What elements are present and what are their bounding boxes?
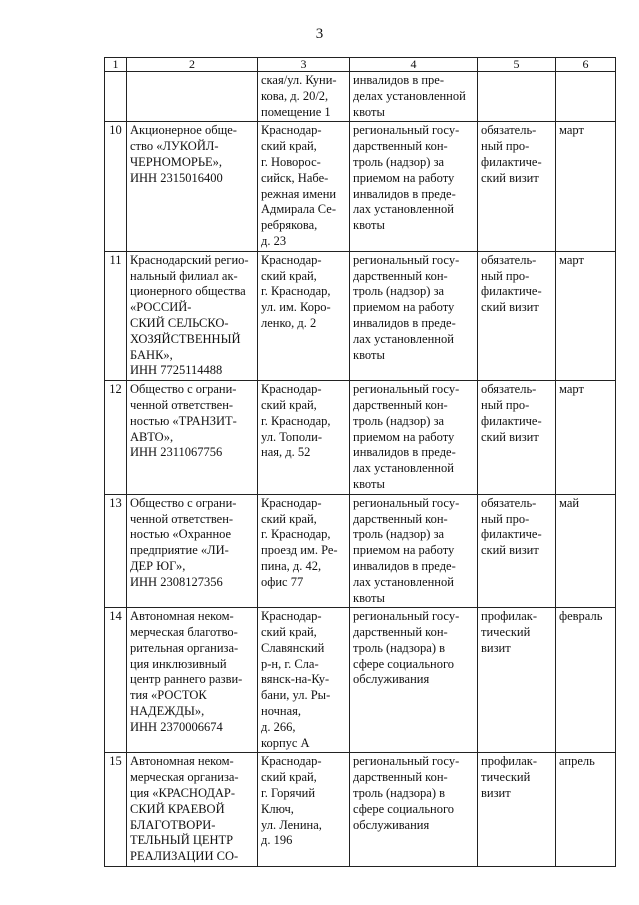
- organization-address: Краснодар- ский край, г. Краснодар, проезд им. Ре- пина, д. 42, офис 77: [258, 494, 350, 608]
- control-type: региональный госу- дарственный кон- троль (надзор) за приемом на работу инвалидов в преде- лах установленной квоты: [350, 122, 478, 251]
- organization-name: Автономная неком- мерческая организа- ция «КРАСНОДАР- СКИЙ КРАЕВОЙ БЛАГОТВОРИ- ТЕЛЬНЫЙ ЦЕНТР РЕАЛИЗАЦИИ СО-: [127, 753, 258, 867]
- page-number: 3: [315, 26, 324, 42]
- table-row: [105, 608, 616, 753]
- table-row: [105, 122, 616, 251]
- column-number: 4: [350, 58, 478, 72]
- control-type: региональный госу- дарственный кон- троль (надзора) в сфере социального обслуживания: [350, 608, 478, 753]
- table-row: [105, 251, 616, 380]
- row-number: 14: [105, 608, 127, 753]
- measure-type: [478, 72, 556, 122]
- measure-type: профилак- тический визит: [478, 608, 556, 753]
- organization-name: Общество с ограни- ченной ответствен- ностью «ТРАНЗИТ- АВТО», ИНН 2311067756: [127, 381, 258, 495]
- row-number: 11: [105, 251, 127, 380]
- column-number: 6: [556, 58, 616, 72]
- measure-type: обязатель- ный про- филактиче- ский визит: [478, 251, 556, 380]
- organization-address: Краснодар- ский край, г. Краснодар, ул. Тополи- ная, д. 52: [258, 381, 350, 495]
- planned-month: март: [556, 381, 616, 495]
- organization-address: Краснодар- ский край, г. Горячий Ключ, ул. Ленина, д. 196: [258, 753, 350, 867]
- control-type: региональный госу- дарственный кон- троль (надзор) за приемом на работу инвалидов в преде- лах установленной квоты: [350, 494, 478, 608]
- organization-address: Краснодар- ский край, г. Краснодар, ул. им. Коро- ленко, д. 2: [258, 251, 350, 380]
- table-row: [105, 72, 616, 122]
- control-type: инвалидов в пре- делах установленной квоты: [350, 72, 478, 122]
- control-type: региональный госу- дарственный кон- троль (надзор) за приемом на работу инвалидов в преде- лах установленной квоты: [350, 381, 478, 495]
- table-row: [105, 381, 616, 495]
- planned-month: март: [556, 122, 616, 251]
- column-number-row: [105, 58, 616, 72]
- table-row: [105, 753, 616, 867]
- row-number: 13: [105, 494, 127, 608]
- control-type: региональный госу- дарственный кон- троль (надзор) за приемом на работу инвалидов в преде- лах установленной квоты: [350, 251, 478, 380]
- table-row: [105, 494, 616, 608]
- organization-address: Краснодар- ский край, г. Новорос- сийск, Набе- режная имени Адмирала Се- ребрякова, д. 23: [258, 122, 350, 251]
- row-number: 15: [105, 753, 127, 867]
- row-number: [105, 72, 127, 122]
- column-number: 3: [258, 58, 350, 72]
- column-number: 1: [105, 58, 127, 72]
- organization-name: Акционерное обще- ство «ЛУКОЙЛ- ЧЕРНОМОРЬЕ», ИНН 2315016400: [127, 122, 258, 251]
- row-number: 10: [105, 122, 127, 251]
- planned-month: апрель: [556, 753, 616, 867]
- organization-name: Общество с ограни- ченной ответствен- ностью «Охранное предприятие «ЛИ- ДЕР ЮГ», ИНН 2308127356: [127, 494, 258, 608]
- measure-type: обязатель- ный про- филактиче- ский визит: [478, 494, 556, 608]
- organization-name: [127, 72, 258, 122]
- inspection-plan-table: [104, 57, 616, 867]
- planned-month: март: [556, 251, 616, 380]
- organization-name: Автономная неком- мерческая благотво- рительная организа- ция инклюзивный центр раннего разви- тия «РОСТОК НАДЕЖДЫ», ИНН 2370006674: [127, 608, 258, 753]
- measure-type: обязатель- ный про- филактиче- ский визит: [478, 122, 556, 251]
- row-number: 12: [105, 381, 127, 495]
- planned-month: май: [556, 494, 616, 608]
- organization-address: Краснодар- ский край, Славянский р-н, г. Сла- вянск-на-Ку- бани, ул. Ры- ночная, д. 266, корпус А: [258, 608, 350, 753]
- measure-type: обязатель- ный про- филактиче- ский визит: [478, 381, 556, 495]
- planned-month: февраль: [556, 608, 616, 753]
- organization-name: Краснодарский регио- нальный филиал ак- ционерного общества «РОССИЙ- СКИЙ СЕЛЬСКО- ХОЗЯЙСТВЕННЫЙ БАНК», ИНН 7725114488: [127, 251, 258, 380]
- control-type: региональный госу- дарственный кон- троль (надзора) в сфере социального обслуживания: [350, 753, 478, 867]
- measure-type: профилак- тический визит: [478, 753, 556, 867]
- planned-month: [556, 72, 616, 122]
- organization-address: ская/ул. Куни- кова, д. 20/2, помещение 1: [258, 72, 350, 122]
- column-number: 2: [127, 58, 258, 72]
- column-number: 5: [478, 58, 556, 72]
